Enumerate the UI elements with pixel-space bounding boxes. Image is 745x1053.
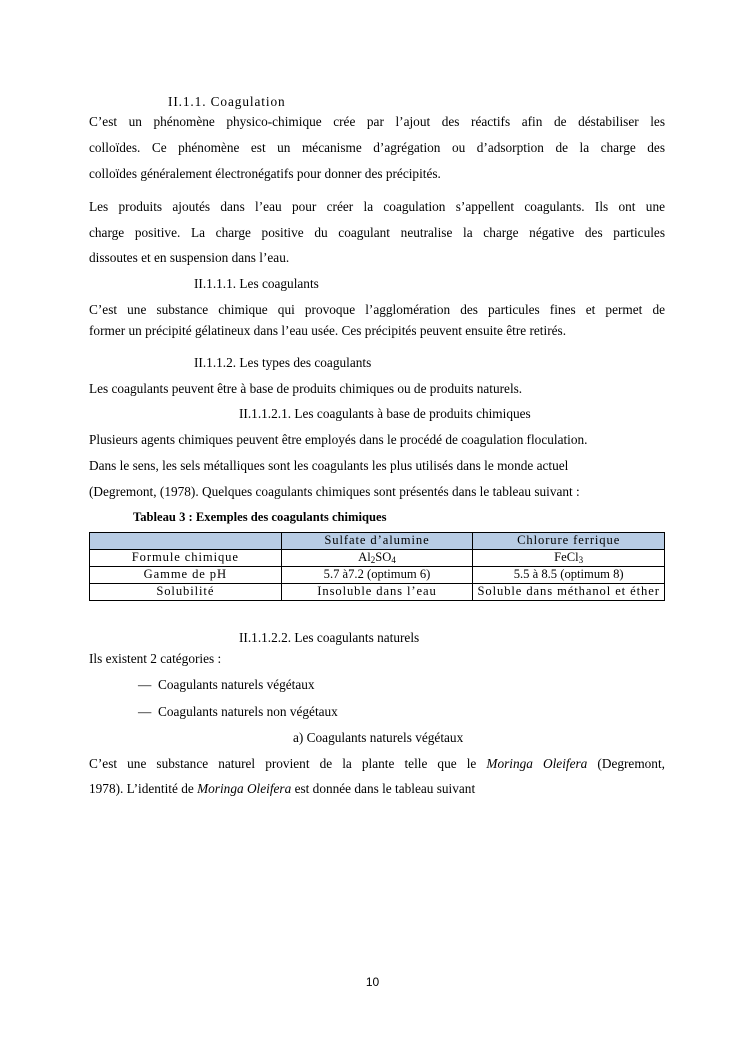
paragraph-line: C’est une substance naturel provient de la plante telle que le Moringa Oleifera (Degremont,: [89, 756, 665, 771]
table-cell-formula: $Al_2SO_4$: [281, 550, 473, 567]
list-item: [138, 704, 338, 720]
table-cell: 5.5 à 8.5 (optimum 8): [473, 567, 665, 584]
section-heading-types: II.1.1.2. Les types des coagulants: [194, 355, 372, 370]
paragraph-line: 1978). L’identité de Moringa Oleifera est donnée dans le tableau suivant: [89, 781, 476, 796]
section-heading-les-coagulants: II.1.1.1. Les coagulants: [194, 276, 319, 291]
table-cell-label: Formule chimique: [90, 550, 282, 567]
table-header-cell: [90, 533, 282, 550]
coagulants-table: [89, 532, 665, 601]
section-heading-vegetaux: a) Coagulants naturels végétaux: [293, 730, 464, 745]
table-row: [90, 550, 665, 567]
table-cell: Insoluble dans l’eau: [281, 584, 473, 601]
table-cell-formula: FeCl$_3$: [473, 550, 665, 567]
paragraph-line: C’est une substance chimique qui provoque l’agglomération des particules fines et permet de: [89, 302, 665, 317]
paragraph-line: Dans le sens, les sels métalliques sont les coagulants les plus utilisés dans le monde actuel: [89, 458, 569, 473]
paragraph-line: dissoutes et en suspension dans l’eau.: [89, 250, 290, 265]
section-heading-chimiques: II.1.1.2.1. Les coagulants à base de produits chimiques: [239, 406, 531, 421]
section-heading-naturels: II.1.1.2.2. Les coagulants naturels: [239, 630, 420, 645]
table-cell: 5.7 à7.2 (optimum 6): [281, 567, 473, 584]
paragraph-line: (Degremont, (1978). Quelques coagulants chimiques sont présentés dans le tableau suivant :: [89, 484, 580, 499]
paragraph-line: Ils existent 2 catégories :: [89, 651, 222, 666]
table-cell: Soluble dans méthanol et éther: [473, 584, 665, 601]
paragraph-line: colloïdes généralement électronégatifs pour donner des précipités.: [89, 166, 441, 181]
paragraph-line: Les produits ajoutés dans l’eau pour créer la coagulation s’appellent coagulants. Ils ont une: [89, 199, 665, 214]
paragraph-line: C’est un phénomène physico-chimique crée par l’ajout des réactifs afin de déstabiliser les: [89, 114, 665, 129]
list-item: [138, 677, 315, 693]
list-bullet: —: [138, 677, 152, 692]
paragraph-line: Les coagulants peuvent être à base de produits chimiques ou de produits naturels.: [89, 381, 523, 396]
table-header-cell: Chlorure ferrique: [473, 533, 665, 550]
paragraph-line: Plusieurs agents chimiques peuvent être employés dans le procédé de coagulation floculation.: [89, 432, 588, 447]
table-cell-label: Gamme de pH: [90, 567, 282, 584]
table-caption: Tableau 3 : Exemples des coagulants chimiques: [133, 510, 387, 524]
list-item-text: Coagulants naturels non végétaux: [158, 704, 338, 719]
paragraph-line: colloïdes. Ce phénomène est un mécanisme d’agrégation ou d’adsorption de la charge des: [89, 140, 665, 155]
table-header-cell: Sulfate d’alumine: [281, 533, 473, 550]
section-heading-coagulation: II.1.1. Coagulation: [168, 94, 286, 109]
table-cell-label: Solubilité: [90, 584, 282, 601]
list-item-text: Coagulants naturels végétaux: [158, 677, 315, 692]
table-row: [90, 584, 665, 601]
table-row: [90, 567, 665, 584]
paragraph-line: former un précipité gélatineux dans l’eau usée. Ces précipités peuvent ensuite être retirés.: [89, 323, 567, 338]
page-number: 10: [365, 975, 380, 989]
paragraph-line: charge positive. La charge positive du coagulant neutralise la charge négative des particules: [89, 225, 665, 240]
table-header-row: [90, 533, 665, 550]
list-bullet: —: [138, 704, 152, 719]
